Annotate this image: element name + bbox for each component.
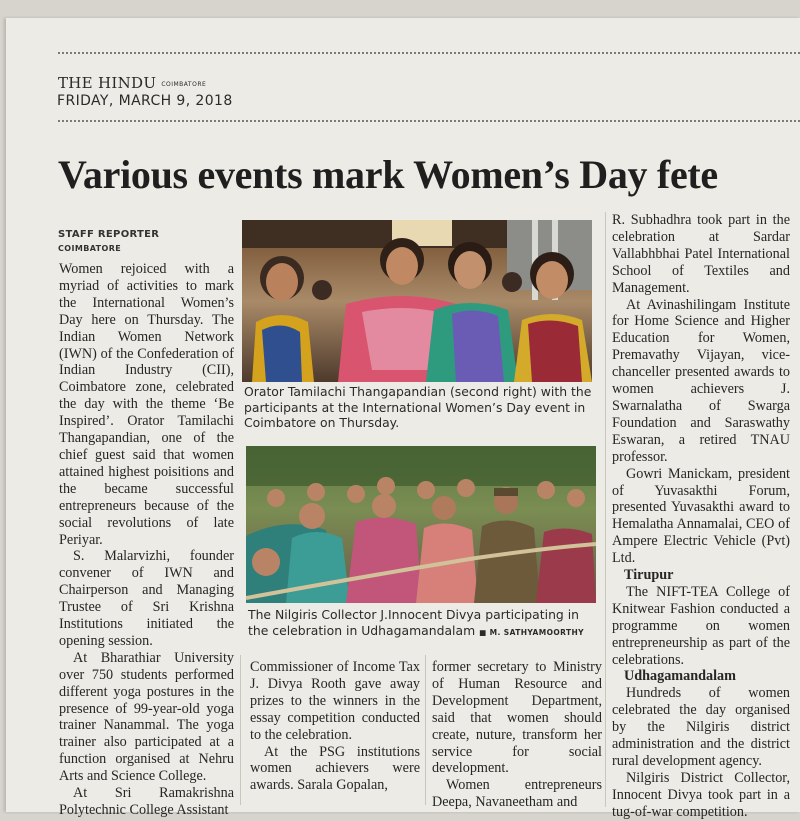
column-divider [240, 655, 241, 805]
photo-caption-1: Orator Tamilachi Thangapandian (second right) with the participants at the International Women’s Day event in Coimbatore on Thursday. [244, 384, 592, 430]
paragraph: S. Malarvizhi, founder convener of IWN and Chairperson and Managing Trustee of Sri Krishna Institutions initiated the opening session. [59, 548, 234, 649]
article-column-1 [59, 261, 234, 819]
column-divider [605, 212, 606, 807]
paragraph: Nilgiris District Collector, Innocent Divya took part in a tug-of-war competition. [612, 769, 790, 820]
paragraph: At Sri Ramakrishna Polytechnic College Assistant [59, 785, 234, 818]
article-column-3 [432, 659, 602, 811]
top-dotted-rule [58, 52, 800, 54]
paragraph: Hundreds of women celebrated the day organised by the Nilgiris district administration and the district rural development agency. [612, 685, 790, 769]
newspaper-page [6, 18, 800, 820]
paragraph: At Avinashilingam Institute for Home Science and Higher Education for Women, Premavathy Vijayan, vice- chanceller presented awards to women achievers J. Swarnalatha of Swarga Foundation and Saraswathy Eswaran, a retired TNAU professor. [612, 296, 790, 465]
paragraph: The NIFT-TEA College of Knitwear Fashion conducted a programme on women entrepreneurship as part of the celebrations. [612, 583, 790, 668]
headline: Various events mark Women’s Day fete [58, 152, 718, 197]
subhead-udhagamandalam: Udhagamandalam [624, 668, 736, 685]
byline: STAFF REPORTER [58, 229, 160, 240]
paragraph: At the PSG institutions women achievers were awards. Sarala Gopalan, [250, 743, 420, 794]
event-photo-coimbatore [242, 220, 592, 382]
dateline: COIMBATORE [58, 244, 122, 253]
paragraph: Commissioner of Income Tax J. Divya Rooth gave away prizes to the winners in the essay competition conducted to the celebration. [250, 659, 420, 743]
paragraph: Women rejoiced with a myriad of activities to mark the International Women’s Day here on Thursday. The Indian Women Network (IWN) of the Confederation of Indian Industry (CII), Coimbatore zone, celebrated the day with the theme ‘Be Inspired’. Orator Tamilachi Thangapandian, one of the chief guest said that women attained highest poisitions and the became successful entrepreneurs because of the social revolutions of late Periyar. [59, 261, 234, 548]
issue-date: FRIDAY, MARCH 9, 2018 [57, 93, 233, 109]
paragraph: Gowri Manickam, president of Yuvasakthi Forum, presented Yuvasakthi award to Hemalatha Annamalai, CEO of Ampere Electric Vehicle (Pvt) Ltd. [612, 465, 790, 567]
photo-credit: ■ M. SATHYAMOORTHY [479, 627, 584, 637]
paragraph: At Bharathiar University over 750 students performed different yoga postures in the presence of 99-year-old yoga trainer Nanammal. The yoga trainer also participated at a function organised at Nehru Arts and Science College. [59, 649, 234, 785]
caption-text: The Nilgiris Collector J.Innocent Divya participating in the celebration in Udhagamandalam [248, 607, 580, 638]
article-column-2 [250, 659, 420, 794]
event-photo-tug-of-war [246, 446, 596, 603]
photo-caption-2 [248, 607, 598, 640]
masthead-brand [58, 74, 206, 92]
column-divider [425, 655, 426, 805]
paragraph: Women entrepreneurs Deepa, Navaneetham and [432, 777, 602, 811]
paragraph: former secretary to Ministry of Human Resource and Development Department, said that women should create, nuture, transform her service for social development. [432, 659, 602, 777]
brand-name: THE HINDU [58, 74, 157, 92]
paragraph: R. Subhadhra took part in the celebration at Sardar Vallabhbhai Patel International School of Textiles and Management. [612, 212, 790, 296]
edition-label: COIMBATORE [161, 80, 207, 88]
article-column-4 [612, 212, 790, 821]
subhead-tirupur: Tirupur [624, 567, 674, 584]
header-dotted-rule [58, 120, 800, 122]
